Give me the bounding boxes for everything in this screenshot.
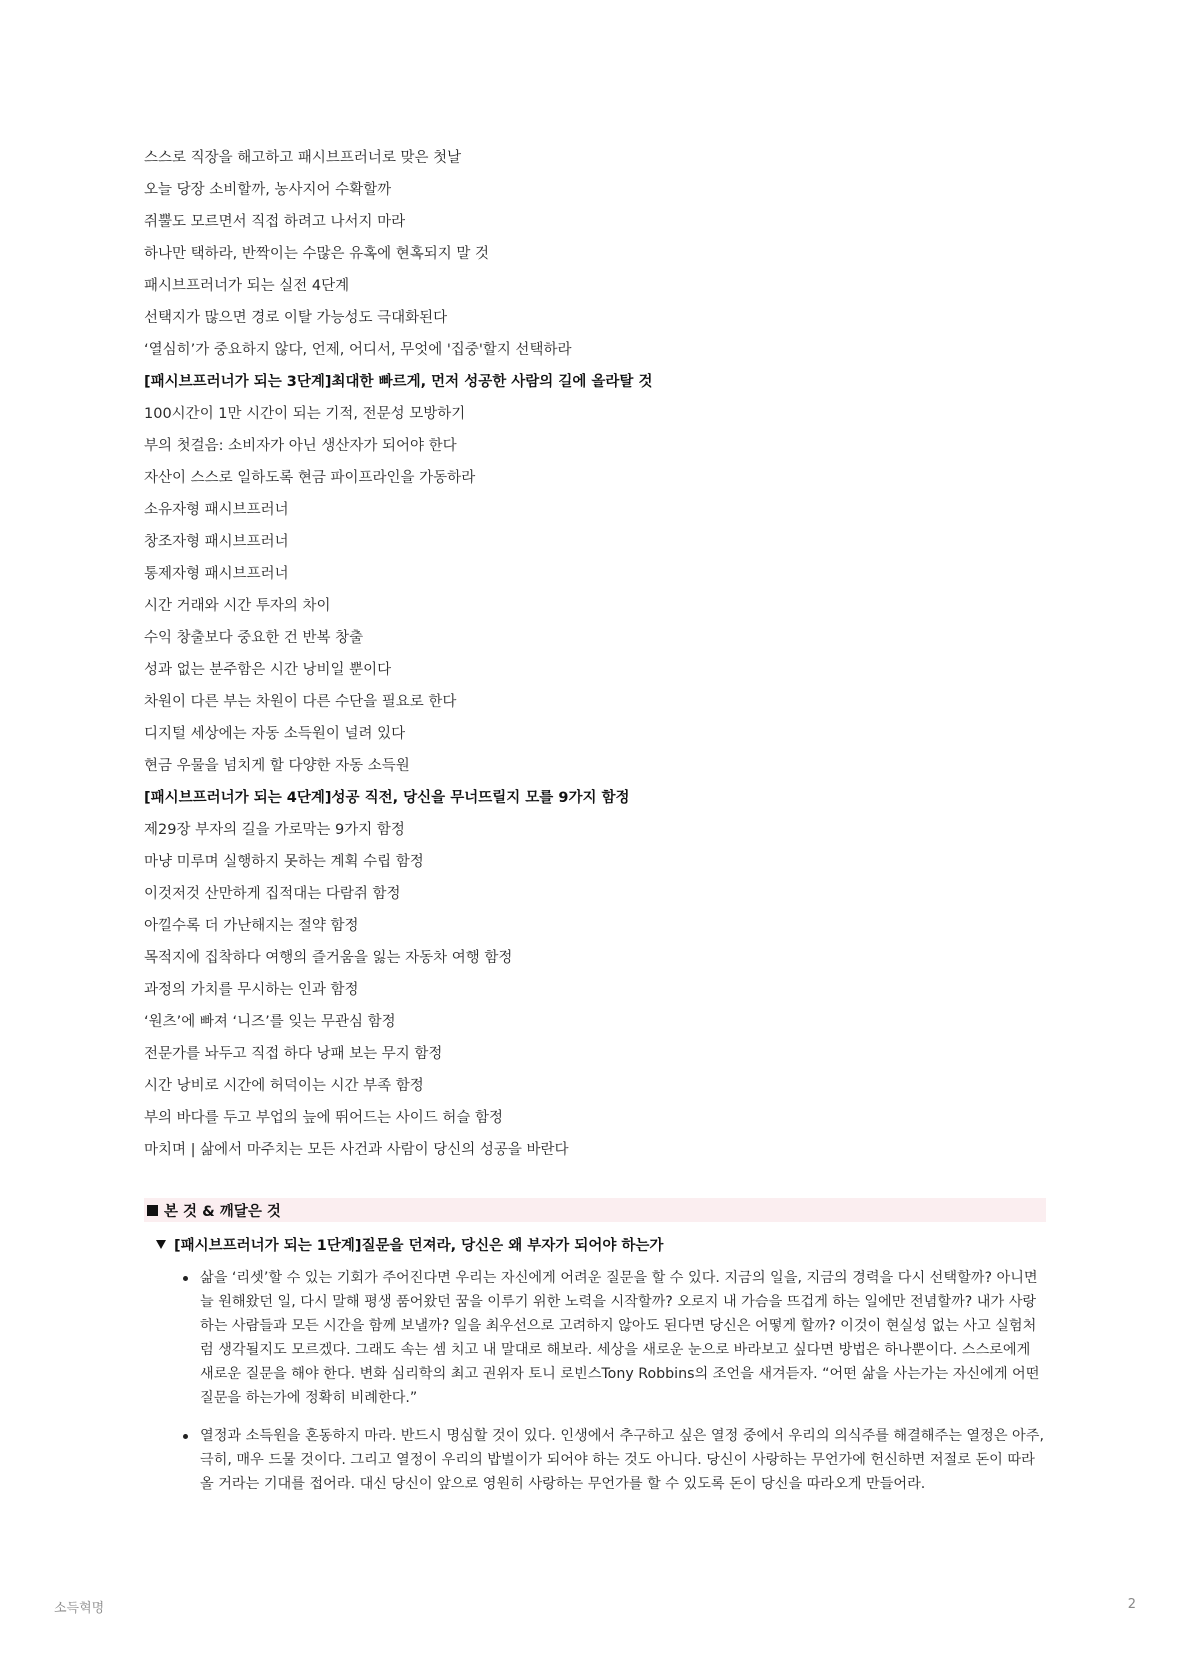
- toc-item: 과정의 가치를 무시하는 인과 함정: [144, 982, 359, 998]
- toc-item: 하나만 택하라, 반짝이는 수많은 유혹에 현혹되지 말 것: [144, 246, 490, 262]
- bullet-dot-icon: [183, 1434, 188, 1439]
- toc-item: 시간 거래와 시간 투자의 차이: [144, 598, 331, 614]
- toc-item: 마치며 | 삶에서 마주치는 모든 사건과 사람이 당신의 성공을 바란다: [144, 1142, 569, 1158]
- section-title: 본 것 & 깨달은 것: [164, 1203, 281, 1220]
- toc-item: 목적지에 집착하다 여행의 즐거움을 잃는 자동차 여행 함정: [144, 950, 513, 966]
- toc-item: [패시브프러너가 되는 4단계]성공 직전, 당신을 무너뜨릴지 모를 9가지 함정: [144, 790, 630, 806]
- toc-item: 아낄수록 더 가난해지는 절약 함정: [144, 918, 359, 934]
- toc-item: 차원이 다른 부는 차원이 다른 수단을 필요로 한다: [144, 694, 457, 710]
- toc-item: 소유자형 패시브프러너: [144, 502, 289, 518]
- triangle-down-icon[interactable]: [156, 1240, 166, 1249]
- toc-item: 100시간이 1만 시간이 되는 기적, 전문성 모방하기: [144, 406, 466, 422]
- toc-list: [144, 142, 1044, 1166]
- toc-item: 통제자형 패시브프러너: [144, 566, 289, 582]
- toc-item: 쥐뿔도 모르면서 직접 하려고 나서지 마라: [144, 214, 406, 230]
- toc-item: 선택지가 많으면 경로 이탈 가능성도 극대화된다: [144, 310, 448, 326]
- toc-item: 패시브프러너가 되는 실전 4단계: [144, 278, 350, 294]
- note-text: 삶을 ‘리셋’할 수 있는 기회가 주어진다면 우리는 자신에게 어려운 질문을 할 수 있다. 지금의 일을, 지금의 경력을 다시 선택할까? 아니면 늘 원해왔던 일, 다시 말해 평생 품어왔던 꿈을 이루기 위한 노력을 시작할까? 오로지 내 가슴을 뜨겁게 하는 일에만 전념할까? 내가 사랑하는 사람들과 모든 시간을 함께 보낼까? 일을 최우선으로 고려하지 않아도 된다면 당신은 어떻게 할까? 이것이 현실성 없는 사고 실험처럼 생각될지도 모르겠다. 그래도 속는 셈 치고 내 말대로 해보라. 세상을 새로운 눈으로 바라보고 싶다면 방법은 하나뿐이다. 스스로에게 새로운 질문을 해야 한다. 변화 심리학의 최고 권위자 토니 로빈스Tony Robbins의 조언을 새겨듣자. “어떤 삶을 사는가는 자신에게 어떤 질문을 하는가에 정확히 비례한다.”: [200, 1270, 1040, 1406]
- toc-item: 제29장 부자의 길을 가로막는 9가지 함정: [144, 822, 405, 838]
- toc-item: ‘열심히’가 중요하지 않다, 언제, 어디서, 무엇에 '집중'할지 선택하라: [144, 342, 572, 358]
- toc-item: 부의 첫걸음: 소비자가 아닌 생산자가 되어야 한다: [144, 438, 457, 454]
- toc-item: 마냥 미루며 실행하지 못하는 계획 수립 함정: [144, 854, 424, 870]
- notes-list: [180, 1266, 1046, 1510]
- toc-item: 시간 낭비로 시간에 허덕이는 시간 부족 함정: [144, 1078, 424, 1094]
- toc-item: 자산이 스스로 일하도록 현금 파이프라인을 가동하라: [144, 470, 476, 486]
- toc-item: 수익 창출보다 중요한 건 반복 창출: [144, 630, 364, 646]
- toc-item: 현금 우물을 넘치게 할 다양한 자동 소득원: [144, 758, 410, 774]
- toc-item: 성과 없는 분주함은 시간 낭비일 뿐이다: [144, 662, 392, 678]
- black-square-icon: [147, 1205, 158, 1216]
- toc-item: [패시브프러너가 되는 3단계]최대한 빠르게, 먼저 성공한 사람의 길에 올라탈 것: [144, 374, 653, 390]
- page-number: 2: [1127, 1597, 1136, 1612]
- toc-item: 전문가를 놔두고 직접 하다 낭패 보는 무지 함정: [144, 1046, 443, 1062]
- toggle-heading[interactable]: [156, 1232, 663, 1256]
- toc-item: 부의 바다를 두고 부업의 늪에 뛰어드는 사이드 허슬 함정: [144, 1110, 504, 1126]
- toc-item: 이것저것 산만하게 집적대는 다람쥐 함정: [144, 886, 401, 902]
- note-item: [180, 1424, 1046, 1496]
- toc-item: 스스로 직장을 해고하고 패시브프러너로 맞은 첫날: [144, 150, 462, 166]
- toggle-heading-title: [패시브프러너가 되는 1단계]질문을 던져라, 당신은 왜 부자가 되어야 하는가: [174, 1237, 664, 1254]
- note-text: 열정과 소득원을 혼동하지 마라. 반드시 명심할 것이 있다. 인생에서 추구하고 싶은 열정 중에서 우리의 의식주를 해결해주는 열정은 아주, 극히, 매우 드물 것이다. 그리고 열정이 우리의 밥벌이가 되어야 하는 것도 아니다. 당신이 사랑하는 무언가에 헌신하면 저절로 돈이 따라올 거라는 기대를 접어라. 대신 당신이 앞으로 영원히 사랑하는 무언가를 할 수 있도록 돈이 당신을 따라오게 만들어라.: [200, 1428, 1044, 1492]
- toc-item: ‘원츠’에 빠져 ‘니즈’를 잊는 무관심 함정: [144, 1014, 396, 1030]
- bullet-dot-icon: [183, 1276, 188, 1281]
- note-item: [180, 1266, 1046, 1410]
- section-header: [144, 1198, 1046, 1222]
- toc-item: 오늘 당장 소비할까, 농사지어 수확할까: [144, 182, 392, 198]
- footer-book-title: 소득혁명: [54, 1601, 105, 1616]
- toc-item: 디지털 세상에는 자동 소득원이 널려 있다: [144, 726, 406, 742]
- toc-item: 창조자형 패시브프러너: [144, 534, 289, 550]
